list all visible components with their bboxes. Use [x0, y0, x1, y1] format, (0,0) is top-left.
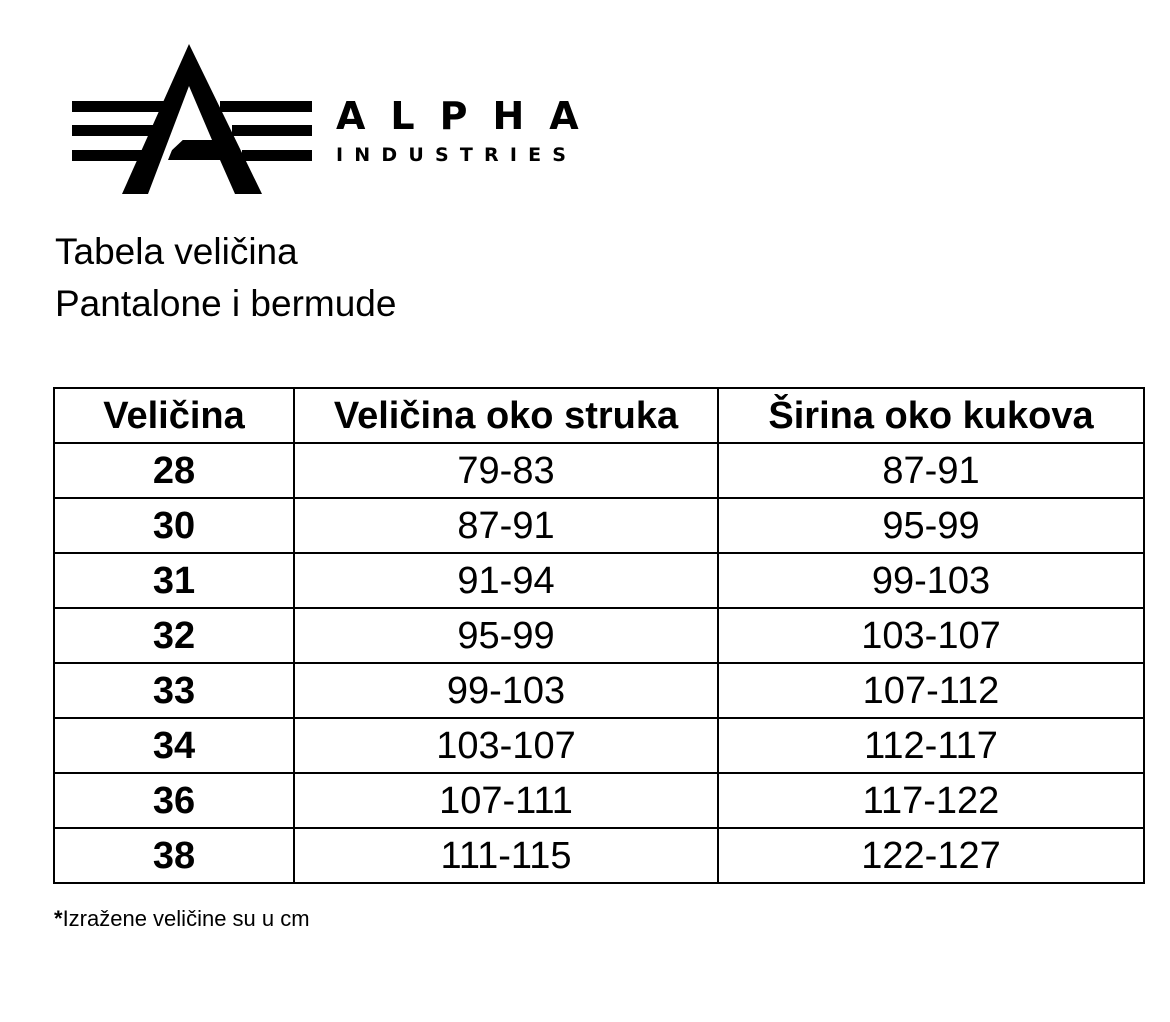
- hips-cell: 99-103: [718, 553, 1144, 608]
- title-line-2: Pantalone i bermude: [55, 283, 397, 324]
- hips-cell: 122-127: [718, 828, 1144, 883]
- size-cell: 36: [54, 773, 294, 828]
- size-chart-table: [53, 387, 1145, 884]
- waist-cell: 103-107: [294, 718, 718, 773]
- hips-cell: 117-122: [718, 773, 1144, 828]
- size-cell: 38: [54, 828, 294, 883]
- waist-cell: 79-83: [294, 443, 718, 498]
- footnote-text: Izražene veličine su u cm: [62, 906, 310, 931]
- hips-cell: 95-99: [718, 498, 1144, 553]
- size-cell: 34: [54, 718, 294, 773]
- size-cell: 30: [54, 498, 294, 553]
- waist-cell: 111-115: [294, 828, 718, 883]
- header-size: Veličina: [54, 388, 294, 443]
- size-cell: 32: [54, 608, 294, 663]
- table-row: [54, 773, 1144, 828]
- hips-cell: 107-112: [718, 663, 1144, 718]
- footnote-marker: *: [54, 906, 63, 931]
- title-line-1: Tabela veličina: [55, 231, 298, 272]
- footnote: [54, 905, 310, 933]
- table-row: [54, 443, 1144, 498]
- table-row: [54, 498, 1144, 553]
- brand-name: ALPHA: [336, 94, 604, 138]
- header-hips: Širina oko kukova: [718, 388, 1144, 443]
- waist-cell: 91-94: [294, 553, 718, 608]
- waist-cell: 99-103: [294, 663, 718, 718]
- table-row: [54, 608, 1144, 663]
- waist-cell: 87-91: [294, 498, 718, 553]
- table-row: [54, 828, 1144, 883]
- size-cell: 28: [54, 443, 294, 498]
- size-cell: 31: [54, 553, 294, 608]
- brand-subtitle: INDUSTRIES: [336, 144, 578, 166]
- table-header-row: [54, 388, 1144, 443]
- brand-block: [336, 96, 604, 166]
- size-cell: 33: [54, 663, 294, 718]
- table-row: [54, 718, 1144, 773]
- waist-cell: 107-111: [294, 773, 718, 828]
- document-title: [55, 226, 396, 330]
- table-row: [54, 663, 1144, 718]
- alpha-industries-logo-icon: [72, 44, 312, 196]
- hips-cell: 112-117: [718, 718, 1144, 773]
- header-waist: Veličina oko struka: [294, 388, 718, 443]
- table-row: [54, 553, 1144, 608]
- hips-cell: 87-91: [718, 443, 1144, 498]
- hips-cell: 103-107: [718, 608, 1144, 663]
- waist-cell: 95-99: [294, 608, 718, 663]
